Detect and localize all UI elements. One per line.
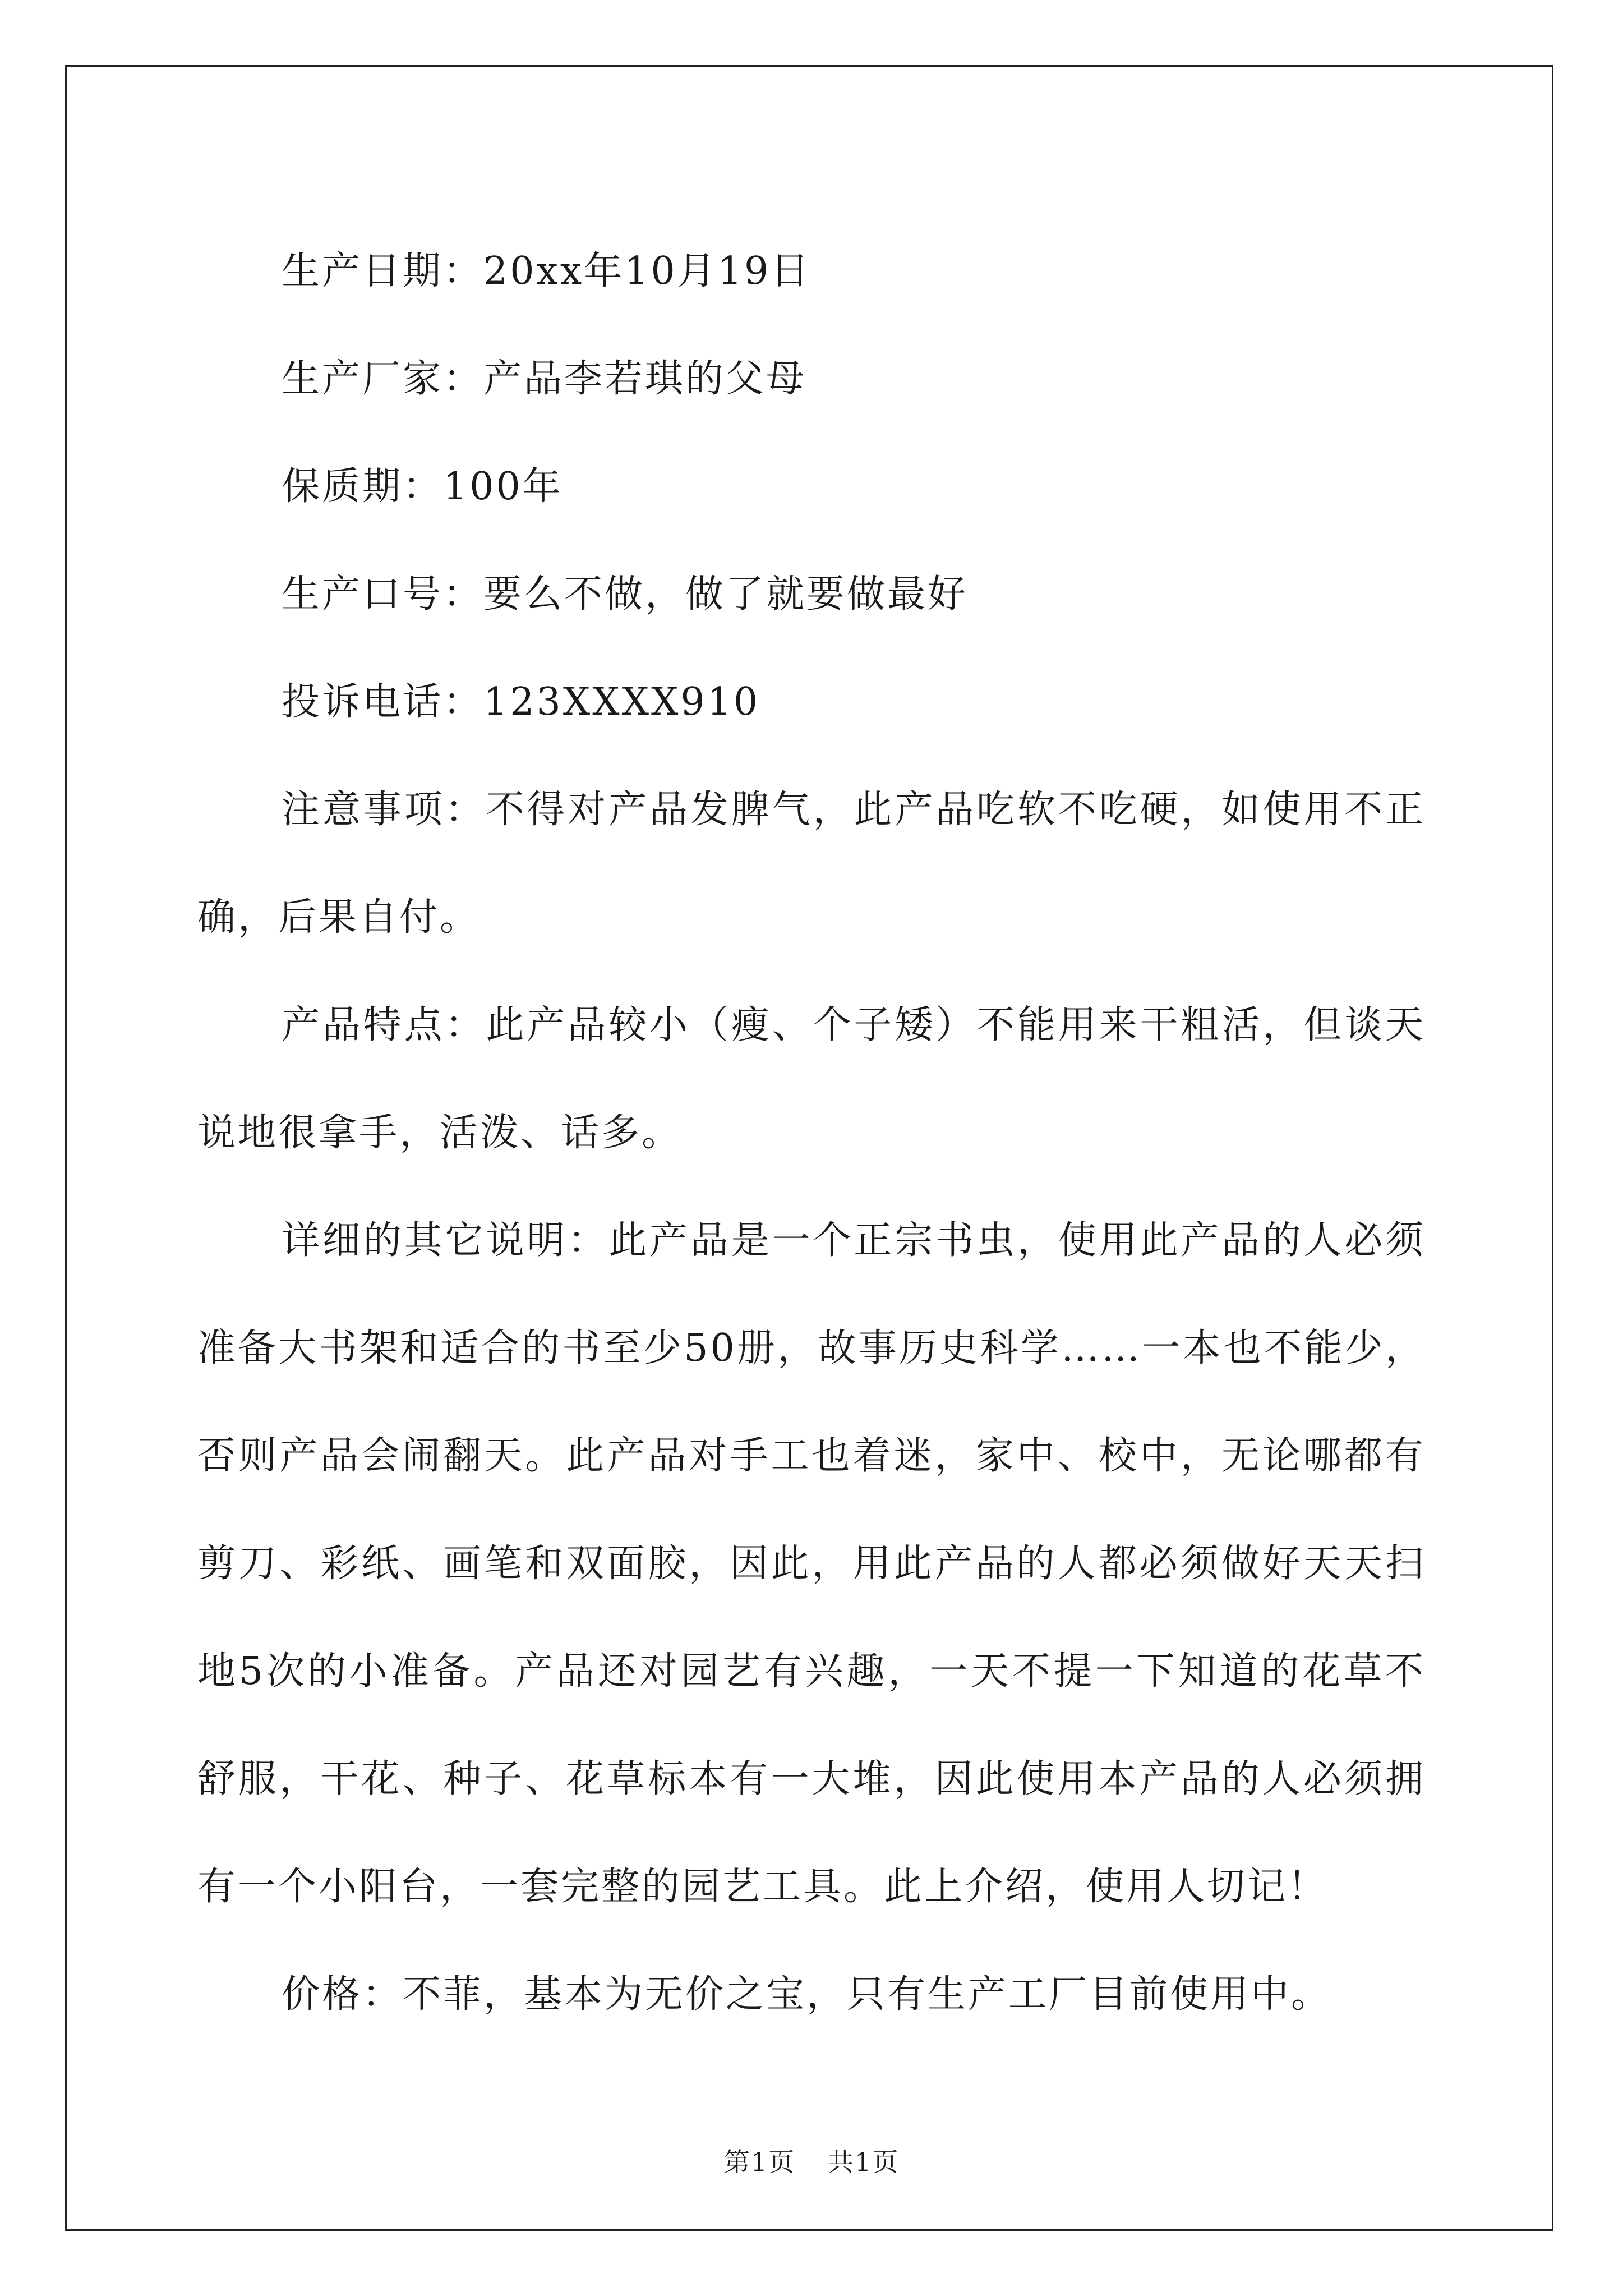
page-footer bbox=[0, 2142, 1623, 2179]
document-body bbox=[197, 218, 1426, 2049]
price: 价格：不菲，基本为无价之宝，只有生产工厂目前使用中。 bbox=[282, 1972, 1332, 2017]
features: 产品特点：此产品较小（瘦、个子矮）不能用来干粗活，但谈天说地很拿手，活泼、话多。 bbox=[197, 1003, 1426, 1155]
detailed-description: 详细的其它说明：此产品是一个正宗书虫，使用此产品的人必须准备大书架和适合的书至少50册，故事历史科学……一本也不能少，否则产品会闹翻天。此产品对手工也着迷，家中、校中，无论哪都有剪刀、彩纸、画笔和双面胶，因此，用此产品的人都必须做好天天扫地5次的小准备。产品还对园艺有兴趣，一天不提一下知道的花草不舒服，干花、种子、花草标本有一大堆，因此使用本产品的人必须拥有一个小阳台，一套完整的园艺工具。此上介绍，使用人切记！ bbox=[197, 1218, 1426, 1909]
page-total: 共1页 bbox=[828, 2147, 900, 2177]
manufacturer: 生产厂家：产品李若琪的父母 bbox=[282, 357, 807, 401]
production-date: 生产日期：20xx年10月19日 bbox=[282, 249, 811, 293]
complaint-phone: 投诉电话：123XXXX910 bbox=[282, 680, 760, 724]
shelf-life: 保质期：100年 bbox=[282, 464, 563, 509]
notes: 注意事项：不得对产品发脾气，此产品吃软不吃硬，如使用不正确，后果自付。 bbox=[197, 788, 1426, 940]
slogan: 生产口号：要么不做，做了就要做最好 bbox=[282, 572, 969, 616]
page-number: 第1页 bbox=[723, 2147, 795, 2177]
